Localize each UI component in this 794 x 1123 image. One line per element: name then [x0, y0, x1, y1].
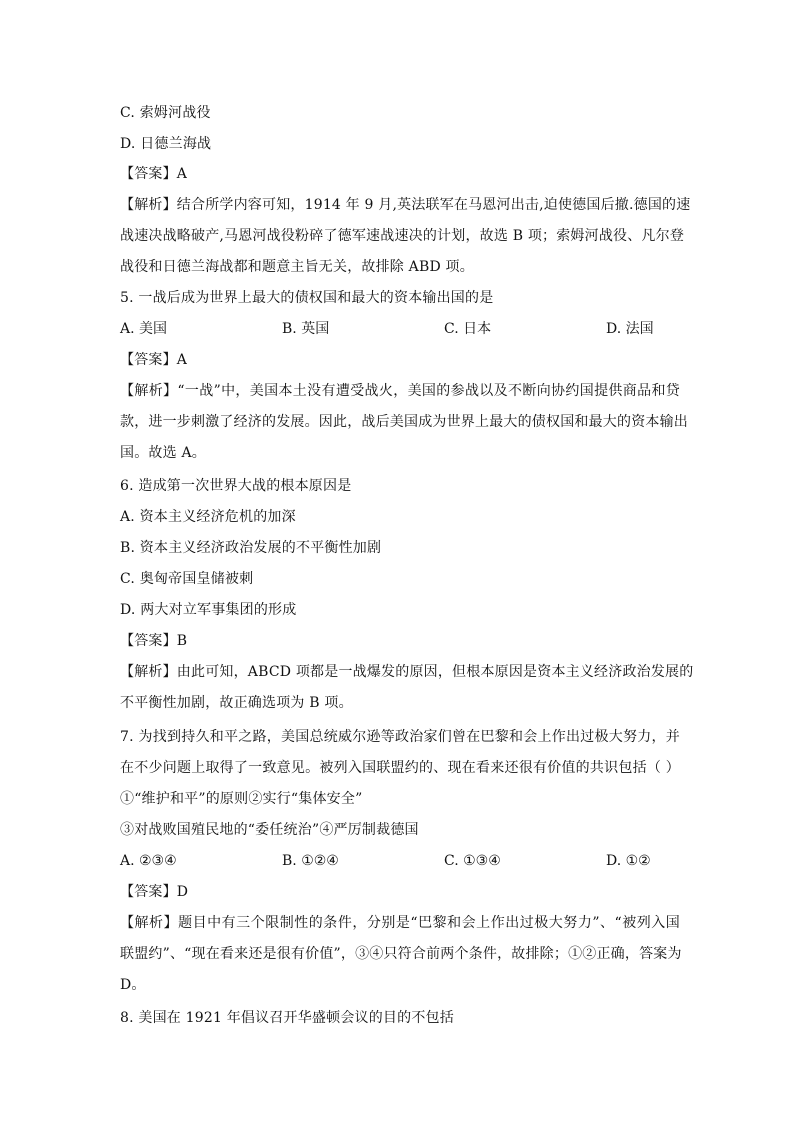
q6-option-d: D. 两大对立军事集团的形成	[120, 602, 297, 618]
q6-analysis-line-1: 【解析】由此可知，ABCD 项都是一战爆发的原因，但根本原因是资本主义经济政治发展的	[120, 664, 694, 680]
q7-option-b: B. ①②④	[282, 853, 339, 869]
q7-option-d: D. ①②	[606, 853, 651, 869]
q4-analysis-line-2: 战速决战略破产,马恩河战役粉碎了德军速战速决的计划，故选 B 项；索姆河战役、凡尔登	[120, 228, 685, 244]
q5-answer: 【答案】A	[120, 352, 188, 368]
q7-analysis-line-1: 【解析】题目中有三个限制性的条件，分别是“巴黎和会上作出过极大努力”、“被列入国	[120, 915, 680, 931]
q4-answer: 【答案】A	[120, 166, 188, 182]
q5-option-b: B. 英国	[282, 321, 330, 337]
q6-option-c: C. 奥匈帝国皇储被刺	[120, 571, 254, 587]
q5-option-c: C. 日本	[444, 321, 492, 337]
q5-analysis-line-1: 【解析】“一战”中，美国本土没有遭受战火，美国的参战以及不断向协约国提供商品和贷	[120, 383, 680, 399]
q6-option-b: B. 资本主义经济政治发展的不平衡性加剧	[120, 540, 382, 556]
q7-question-line-2: 在不少问题上取得了一致意见。被列入国联盟约的、现在看来还很有价值的共识包括（ ）	[120, 760, 680, 776]
q7-statement-1: ①“维护和平”的原则②实行“集体安全”	[120, 791, 363, 807]
q4-option-c: C. 索姆河战役	[120, 105, 211, 121]
q4-analysis-line-3: 战役和日德兰海战都和题意主旨无关，故排除 ABD 项。	[120, 259, 474, 275]
q6-analysis-line-2: 不平衡性加剧，故正确选项为 B 项。	[120, 695, 353, 711]
q8-question: 8. 美国在 1921 年倡议召开华盛顿会议的目的不包括	[120, 1010, 454, 1026]
q5-analysis-line-2: 款，进一步刺激了经济的发展。因此，战后美国成为世界上最大的债权国和最大的资本输出	[120, 414, 688, 430]
q4-option-d: D. 日德兰海战	[120, 136, 212, 152]
q5-analysis-line-3: 国。故选 A。	[120, 445, 206, 461]
q6-question: 6. 造成第一次世界大战的根本原因是	[120, 478, 352, 494]
q6-option-a: A. 资本主义经济危机的加深	[120, 509, 296, 525]
q5-option-d: D. 法国	[606, 321, 654, 337]
q5-option-a: A. 美国	[120, 321, 168, 337]
q7-analysis-line-3: D。	[120, 977, 146, 993]
q7-option-c: C. ①③④	[444, 853, 501, 869]
q7-statement-2: ③对战败国殖民地的“委任统治”④严厉制裁德国	[120, 822, 419, 838]
q5-question: 5. 一战后成为世界上最大的债权国和最大的资本输出国的是	[120, 290, 494, 306]
q7-analysis-line-2: 联盟约”、“现在看来还是很有价值”，③④只符合前两个条件，故排除；①②正确，答案为	[120, 946, 682, 962]
q7-question-line-1: 7. 为找到持久和平之路，美国总统威尔逊等政治家们曾在巴黎和会上作出过极大努力，并	[120, 729, 680, 745]
q4-analysis-line-1: 【解析】结合所学内容可知，1914 年 9 月,英法联军在马恩河出击,迫使德国后撤.德国的速	[120, 197, 691, 213]
q6-answer: 【答案】B	[120, 633, 188, 649]
q7-option-a: A. ②③④	[120, 853, 177, 869]
q7-answer: 【答案】D	[120, 884, 189, 900]
